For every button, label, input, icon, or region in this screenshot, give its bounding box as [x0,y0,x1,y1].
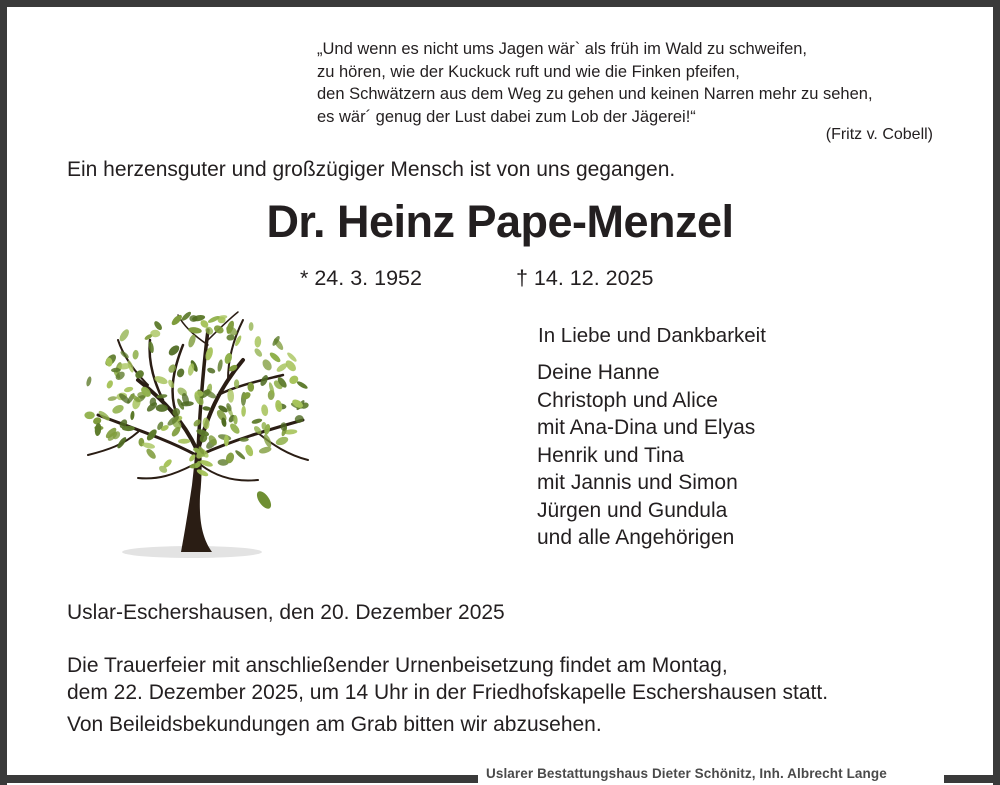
deceased-name: Dr. Heinz Pape-Menzel [266,196,734,247]
tree-foliage [84,310,309,477]
tree-leaf [84,412,94,420]
tree-leaf [261,404,269,417]
frame-top-border [0,0,1000,7]
tree-leaf [94,423,102,437]
tree-leaf [176,367,186,378]
mourners-list [537,359,897,552]
mourner-line: mit Jannis und Simon [537,471,738,494]
tree-leaf [253,347,264,358]
tree-leaf [122,426,135,431]
mourner-line: und alle Angehörigen [537,526,735,549]
quote-line: es wär´ genug der Lust dabei zum Lob der Jägerei!“ [317,107,696,126]
mourner-line: Henrik und Tina [537,443,685,467]
birth-date: * 24. 3. 1952 [300,266,422,290]
tree-leaf [132,350,139,360]
tree-leaf [156,404,168,412]
tree-leaf [118,328,131,343]
tree-leaf [217,359,224,372]
frame-left-border [0,0,7,785]
ceremony-line: Die Trauerfeier mit anschließender Urnenbeisetzung findet am Montag, [67,654,728,677]
tree-leaf [261,358,274,372]
tree-leaf [296,380,309,390]
quote-line: zu hören, wie der Kuckuck ruft und wie die Finken pfeifen, [317,62,740,81]
frame-bottom-border-right [944,775,1000,783]
epigraph-quote [317,38,947,128]
mourner-line: Deine Hanne [537,361,660,384]
tree-leaf [244,444,255,458]
condolence-notice: Von Beileidsbekundungen am Grab bitten wir abzusehen. [67,713,602,736]
tree-leaf [111,403,125,415]
mourner-line: Christoph und Alice [537,388,718,412]
tree-leaf [234,449,246,461]
frame-bottom-border-left [0,775,478,783]
quote-author: (Fritz v. Cobell) [825,126,933,143]
tree-leaf [178,439,190,444]
frame-right-border [993,0,1000,785]
tree-leaf [123,386,133,393]
tree-leaf [107,396,117,402]
tree-leaf [206,367,216,375]
tree-leaf [275,435,290,447]
tree-leaf [254,336,261,348]
tree-leaf [153,320,164,332]
tree-leaf [130,411,135,421]
death-date: † 14. 12. 2025 [516,266,654,290]
tree-leaf [262,433,273,448]
ceremony-line: dem 22. Dezember 2025, um 14 Uhr in der Friedhofskapelle Eschershausen statt. [67,681,829,704]
quote-line: „Und wenn es nicht ums Jagen wär` als früh im Wald zu schweifen, [317,40,808,58]
ceremony-notice [67,652,947,706]
tree-leaf [241,406,246,417]
tree-leaf [274,399,283,412]
funeral-home-credit: Uslarer Bestattungshaus Dieter Schönitz, Inh. Albrecht Lange [486,766,887,781]
tree-leaf [145,447,158,460]
tree-leaf [105,379,114,389]
mourner-line: Jürgen und Gundula [537,498,728,522]
tree-leaf [119,350,130,360]
tree-leaf [188,326,202,334]
mourner-line: mit Ana-Dina und Elyas [537,416,756,439]
quote-line: den Schwätzern aus dem Weg zu gehen und keinen Narren mehr zu sehen, [317,85,873,103]
tree-leaf [248,322,253,331]
tree-leaf [251,418,263,425]
tree-icon [68,300,323,565]
intro-text: Ein herzensguter und großzügiger Mensch ist von uns gegangen. [67,158,676,181]
dedication-text: In Liebe und Dankbarkeit [538,324,766,347]
falling-leaf [254,489,274,511]
tree-leaf [85,376,92,387]
place-and-date: Uslar-Eschershausen, den 20. Dezember 2025 [67,601,505,624]
tree-leaf [268,351,282,364]
